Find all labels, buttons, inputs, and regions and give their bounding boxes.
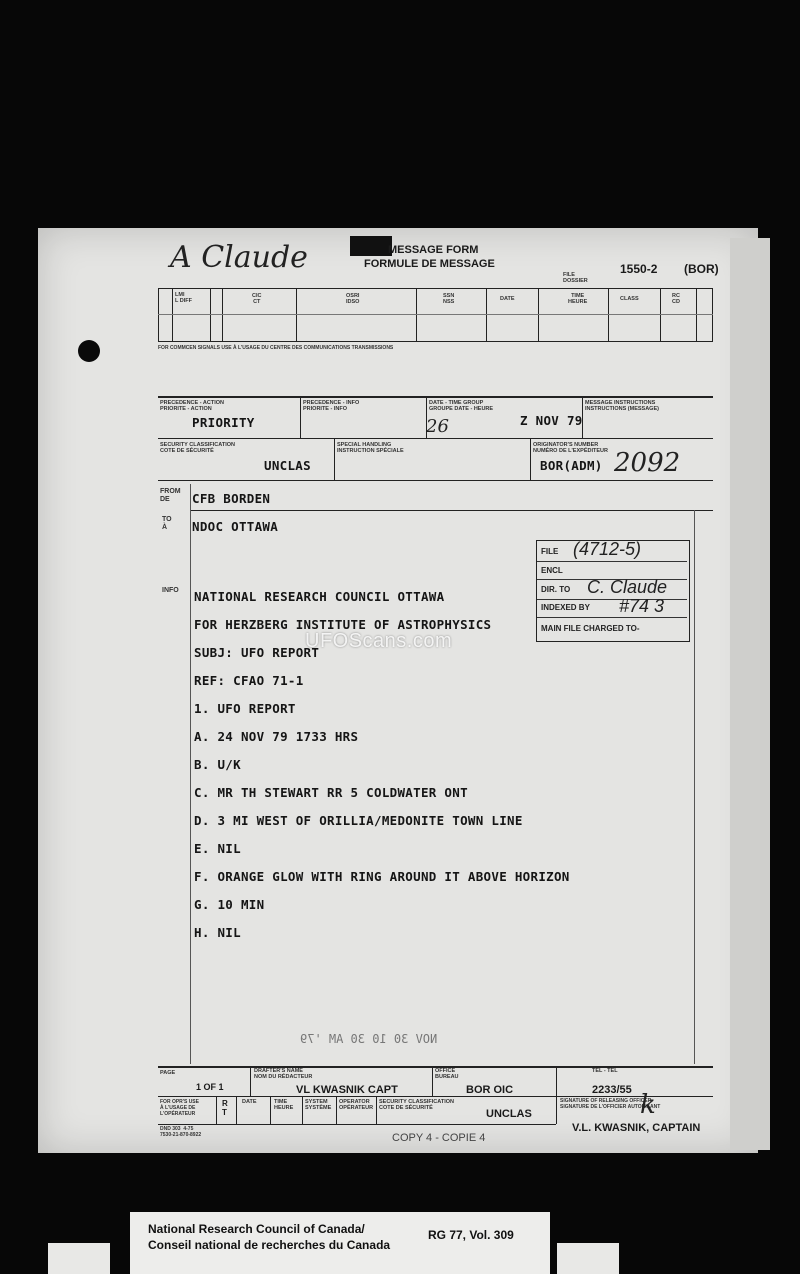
page-value: 1 OF 1 (196, 1082, 224, 1092)
copy-label: COPY 4 - COPIE 4 (392, 1132, 486, 1144)
grid-top (158, 288, 713, 289)
watermark: UFOScans.com (305, 630, 453, 652)
archive-tab-left (48, 1243, 110, 1274)
grid-header-class: CLASS (620, 296, 639, 302)
time-label: TIME HEURE (274, 1099, 294, 1111)
operator-use-label: FOR OPR'S USE À L'USAGE DE L'OPÉRATEUR (160, 1099, 199, 1117)
grid-footnote: FOR COMMCEN SIGNALS USE À L'USAGE DU CENTRE DES COMMUNICATIONS TRANSMISSIONS (158, 345, 394, 351)
punch-hole (78, 340, 100, 362)
grid-header-ssn: SSN NSS (443, 293, 455, 305)
from-value: CFB BORDEN (192, 491, 271, 506)
operator-label: OPERATOR OPÉRATEUR (339, 1099, 374, 1111)
body-line: NATIONAL RESEARCH COUNCIL OTTAWA (194, 589, 445, 604)
grid-header-cic: CIC CT (252, 293, 262, 305)
archive-label (130, 1212, 550, 1274)
filing-stamp (536, 540, 690, 642)
dtg-label: DATE - TIME GROUP GROUPE DATE - HEURE (429, 400, 494, 412)
to-label: TO À (162, 516, 172, 531)
form-title-en: MESSAGE FORM (388, 244, 479, 256)
file-number: 1550-2 (620, 262, 658, 276)
archive-line-1: National Research Council of Canada/ (148, 1222, 365, 1236)
body-line: B. U/K (194, 757, 241, 772)
security-label-2: SECURITY CLASSIFICATION COTE DE SÉCURITÉ (379, 1099, 454, 1111)
archive-line-2: Conseil national de recherches du Canada (148, 1238, 391, 1252)
originator-typed: BOR(ADM) (540, 458, 603, 473)
dtg-typed: Z NOV 79 (520, 413, 583, 428)
grid-header-lmi: LMI L DIFF (175, 292, 193, 304)
system-label: SYSTEM SYSTÈME (305, 1099, 332, 1111)
body-line: H. NIL (194, 925, 241, 940)
stamp-indexed-label: INDEXED BY (541, 603, 590, 612)
message-form-page (38, 228, 758, 1153)
grid-header-date: DATE (500, 296, 515, 302)
file-label: FILE DOSSIER (563, 272, 588, 284)
archive-ref: RG 77, Vol. 309 (428, 1228, 514, 1242)
precedence-info-label: PRECEDENCE - INFO PRIORITE - INFO (303, 400, 360, 412)
signature-label: SIGNATURE OF RELEASING OFFICER SIGNATURE DE L'OFFICIER AUTORISANT (560, 1098, 661, 1110)
stamp-main-file: MAIN FILE CHARGED TO- (541, 624, 640, 633)
body-line: SUBJ: UFO REPORT (194, 645, 320, 660)
signature-scrawl: k (640, 1090, 656, 1120)
dtg-handwritten: 26 (426, 416, 449, 437)
grid-header-time: TIME HEURE (568, 293, 588, 305)
grid-bottom (158, 341, 713, 342)
stamp-file-label: FILE (541, 547, 559, 556)
originator-label: ORIGINATOR'S NUMBER NUMÉRO DE L'EXPÉDITEUR (533, 442, 608, 454)
body-line: G. 10 MIN (194, 897, 265, 912)
precedence-action: PRIORITY (192, 415, 255, 430)
office-value: BOR OIC (466, 1084, 514, 1096)
tape-mark (350, 236, 392, 256)
handwritten-name: A Claude (170, 240, 308, 275)
office-label: OFFICE BUREAU (435, 1068, 459, 1080)
originator-handwritten: 2092 (614, 448, 681, 478)
file-suffix: (BOR) (684, 262, 719, 276)
body-line: F. ORANGE GLOW WITH RING AROUND IT ABOVE HORIZON (194, 869, 570, 884)
info-label: INFO (162, 587, 179, 594)
body-line: E. NIL (194, 841, 241, 856)
security-value: UNCLAS (264, 458, 311, 473)
paper-edge-strip (730, 238, 770, 1150)
signer-name: V.L. KWASNIK, CAPTAIN (572, 1122, 701, 1134)
stamp-indexed-value: #74 3 (619, 596, 665, 616)
grid-header-osri: OSRI IDSO (346, 293, 360, 305)
margin-rule (190, 484, 191, 1064)
tel-value: 2233/55 (592, 1084, 632, 1096)
to-value: NDOC OTTAWA (192, 519, 279, 534)
date-stamp: NOV 30 10 30 AM '79 (300, 1032, 438, 1046)
form-title-fr: FORMULE DE MESSAGE (364, 258, 495, 270)
stamp-encl-label: ENCL (541, 566, 563, 575)
precedence-action-label: PRECEDENCE - ACTION PRIORITE - ACTION (160, 400, 224, 412)
security-label: SECURITY CLASSIFICATION COTE DE SÉCURITÉ (160, 442, 235, 454)
tel-label: TEL - TÉL (592, 1068, 618, 1074)
r-t-marker: R T (222, 1099, 228, 1117)
body-line: REF: CFAO 71-1 (194, 673, 304, 688)
stamp-dir-value: C. Claude (587, 577, 668, 597)
body-line: C. MR TH STEWART RR 5 COLDWATER ONT (194, 785, 468, 800)
drafter-label: DRAFTER'S NAME NOM DU RÉDACTEUR (254, 1068, 313, 1080)
page-label: PAGE (160, 1070, 176, 1076)
form-code: DND 303 4-75 7530-21-870-8922 (160, 1126, 202, 1138)
instructions-label: MESSAGE INSTRUCTIONS INSTRUCTIONS (MESSAGE) (585, 400, 659, 412)
grid-header-rc: RC CD (672, 293, 680, 305)
stamp-file-value: (4712-5) (573, 539, 642, 559)
body-line: D. 3 MI WEST OF ORILLIA/MEDONITE TOWN LINE (194, 813, 523, 828)
drafter-value: VL KWASNIK CAPT (296, 1084, 398, 1096)
from-label: FROM DE (160, 488, 181, 503)
stamp-dir-label: DIR. TO (541, 585, 571, 594)
body-line: FOR HERZBERG INSTITUTE OF ASTROPHYSICS (194, 617, 492, 632)
body-line: A. 24 NOV 79 1733 HRS (194, 729, 359, 744)
security-value-2: UNCLAS (486, 1108, 532, 1120)
date-label: DATE (242, 1099, 257, 1105)
archive-tab-right (557, 1243, 619, 1274)
special-handling-label: SPECIAL HANDLING INSTRUCTION SPÉCIALE (337, 442, 404, 454)
body-line: 1. UFO REPORT (194, 701, 296, 716)
